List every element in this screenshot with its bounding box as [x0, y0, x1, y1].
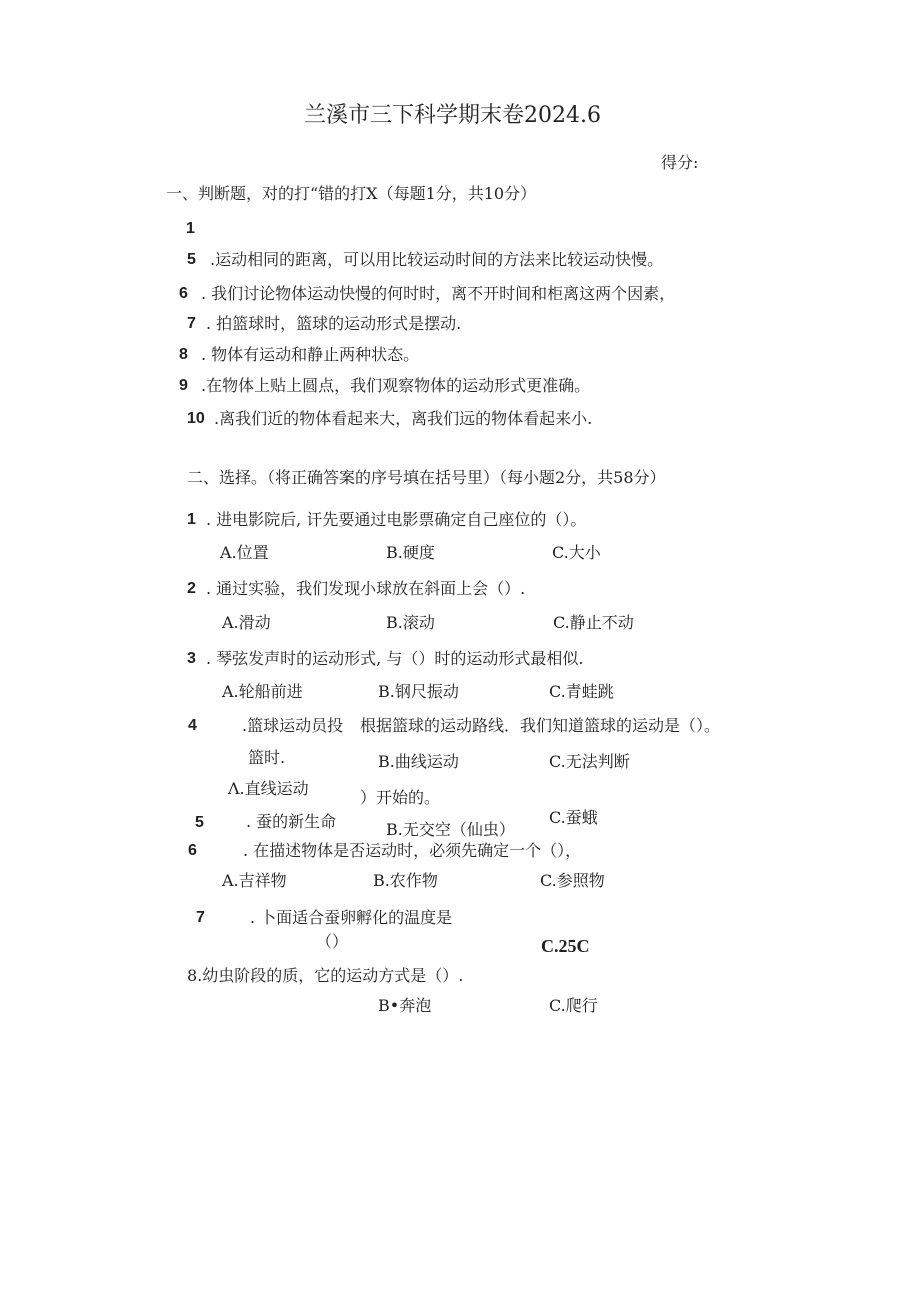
- option-c: C.大小: [552, 543, 601, 562]
- option-a: A.滑动: [222, 613, 271, 632]
- item-number: 6: [179, 285, 188, 302]
- option-b: B.无交空（仙虫）: [386, 820, 515, 839]
- option-b: B.曲线运动: [378, 752, 459, 771]
- option-c: C.静止不动: [553, 613, 634, 632]
- section2-heading: 二、选择。（将正确答案的序号填在括号里）（每小题2分，共58分）: [187, 468, 666, 487]
- item-number: 10: [187, 410, 205, 427]
- page-title: 兰溪市三下科学期末卷2024.6: [304, 103, 601, 128]
- option-a: Λ.直线运动: [228, 779, 309, 798]
- item-number: 5: [187, 251, 196, 268]
- item-text: .运动相同的距离，可以用比较运动时间的方法来比较运动快慢。: [210, 250, 664, 269]
- question-text-right: ）开始的。: [360, 788, 441, 807]
- option-b: B•奔泡: [378, 996, 432, 1015]
- option-b: B.钢尺振动: [378, 682, 459, 701]
- question-text: . 通过实验，我们发现小球放在斜面上会（）.: [206, 579, 526, 598]
- question-number: 1: [187, 511, 196, 528]
- item-text: .在物体上贴上圆点，我们观察物体的运动形式更准确。: [201, 376, 591, 395]
- item-number: 7: [187, 315, 196, 332]
- question-text: . 卜面适合蚕卵孵化的温度是: [250, 908, 453, 927]
- question-text: . 在描述物体是否运动时，必须先确定一个（），: [243, 841, 582, 860]
- option-b: B.硬度: [386, 543, 435, 562]
- question-text: . 进电影院后, 讦先要通过电影票确定自己座位的（）。: [206, 510, 587, 529]
- option-a: A.位置: [220, 543, 269, 562]
- question-text: . 琴弦发声时的运动形式, 与（）时的运动形式最相似.: [206, 649, 584, 668]
- item-text: .离我们近的物体看起来大，离我们远的物体看起来小.: [214, 409, 593, 428]
- option-c: C.青蛙跳: [549, 682, 614, 701]
- item-text: . 我们讨论物体运动快慢的何时时，离不开时间和柜离这两个因素，: [201, 284, 676, 303]
- score-label: 得分:: [661, 153, 699, 172]
- option-a: A.吉祥物: [222, 871, 287, 890]
- option-c: C.蚕蛾: [549, 808, 598, 827]
- question-text: 8.幼虫阶段的质，它的运动方式是（）.: [187, 966, 464, 985]
- question-text-continued: 篮时.: [248, 748, 286, 767]
- section1-heading: 一、判断题，对的打“错的打X（每题1分，共10分）: [166, 184, 537, 203]
- question-text: . 蚕的新生命: [246, 812, 337, 831]
- item-text: . 拍篮球时，篮球的运动形式是摆动.: [206, 314, 462, 333]
- question-number: 6: [188, 842, 197, 859]
- question-number: 5: [195, 814, 204, 831]
- option-c: C.25C: [541, 936, 590, 956]
- question-number: 7: [196, 909, 205, 926]
- question-text-right: 根据篮球的运动路线．我们知道篮球的运动是（）。: [360, 716, 721, 735]
- option-b: B.农作物: [373, 871, 438, 890]
- option-b: B.滚动: [386, 613, 435, 632]
- item-number: 8: [179, 346, 188, 363]
- item-text: . 物体有运动和静止两种状态。: [201, 345, 420, 364]
- question-number: 4: [188, 717, 197, 734]
- option-c: C.参照物: [540, 871, 605, 890]
- option-c: C.无法判断: [549, 752, 630, 771]
- item-number: 9: [179, 377, 188, 394]
- item-number: 1: [186, 220, 195, 237]
- question-number: 2: [187, 580, 196, 597]
- option-a: A.轮船前进: [222, 682, 303, 701]
- option-c: C.爬行: [549, 996, 598, 1015]
- answer-paren: （）: [316, 932, 349, 951]
- question-number: 3: [187, 650, 196, 667]
- question-text-left: .篮球运动员投: [242, 716, 344, 735]
